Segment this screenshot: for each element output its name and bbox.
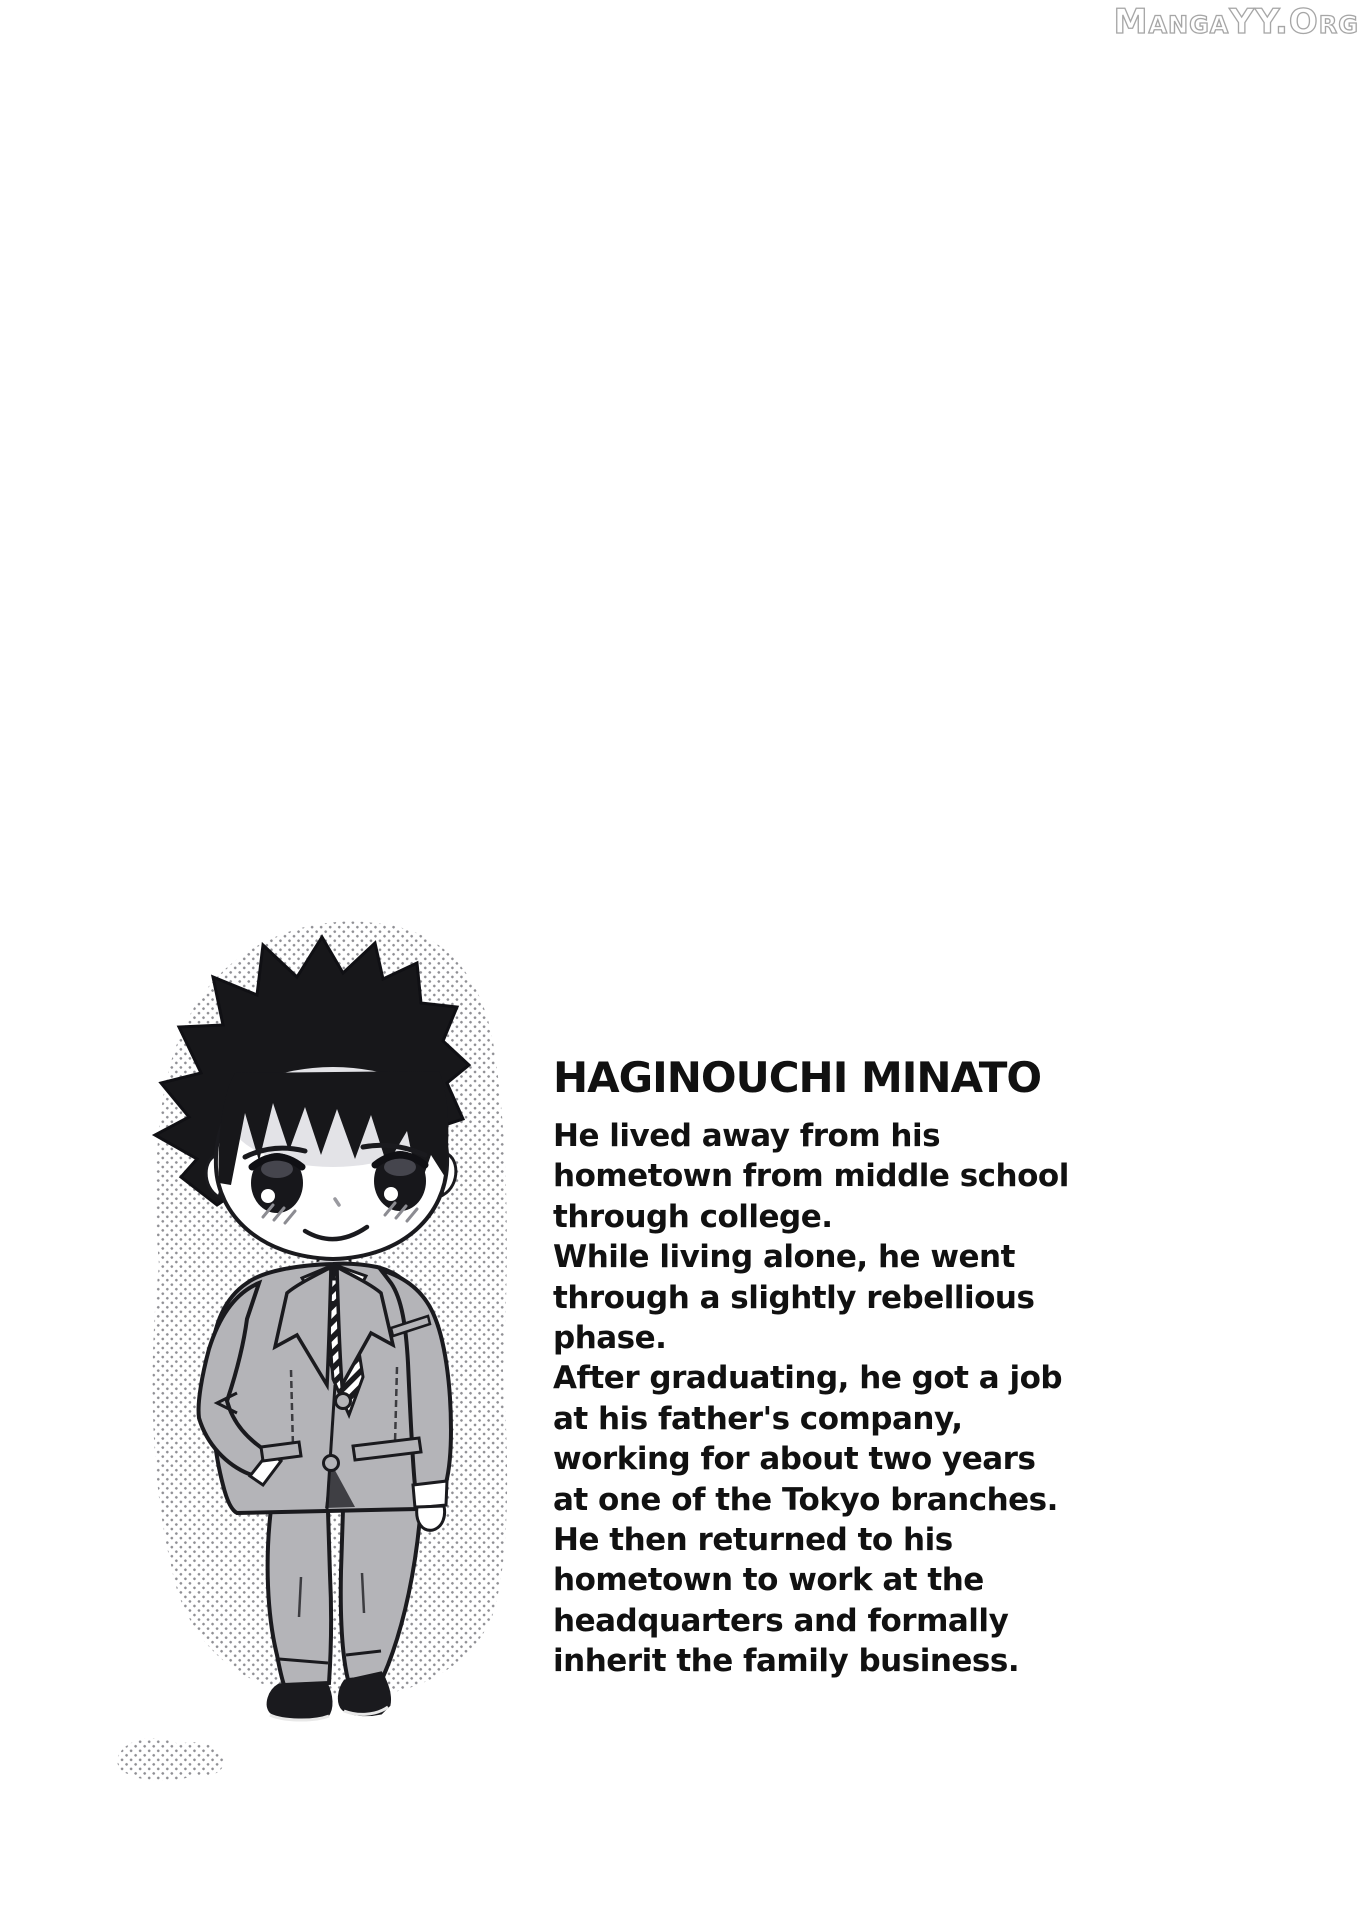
character-illustration [113,915,533,1785]
chibi-boy-drawing [113,915,533,1785]
bio-line: While living alone, he went [553,1239,1015,1276]
bio-line: He then returned to his [553,1522,953,1559]
bio-line: hometown to work at the [553,1562,984,1599]
bio-line: inherit the family business. [553,1643,1020,1680]
suit-jacket [199,1264,451,1531]
bio-line: at his father's company, [553,1400,963,1437]
character-profile [553,1054,1133,1682]
character-bio [553,1116,1133,1682]
bio-line: He lived away from his [553,1118,941,1154]
bio-line: hometown from middle school [553,1158,1069,1195]
bio-line: through a slightly rebellious [553,1279,1035,1316]
bio-line: phase. [553,1320,667,1357]
site-watermark: MangaYY.Org [1113,2,1359,42]
bio-line: After graduating, he got a job [553,1360,1063,1397]
bio-line: through college. [553,1198,833,1235]
bio-line: headquarters and formally [553,1602,1009,1639]
character-name: HAGINOUCHI MINATO [553,1053,1042,1102]
right-eye [374,1151,426,1211]
left-eye [251,1153,303,1213]
bio-line: at one of the Tokyo branches. [553,1481,1058,1518]
bio-line: working for about two years [553,1441,1036,1478]
